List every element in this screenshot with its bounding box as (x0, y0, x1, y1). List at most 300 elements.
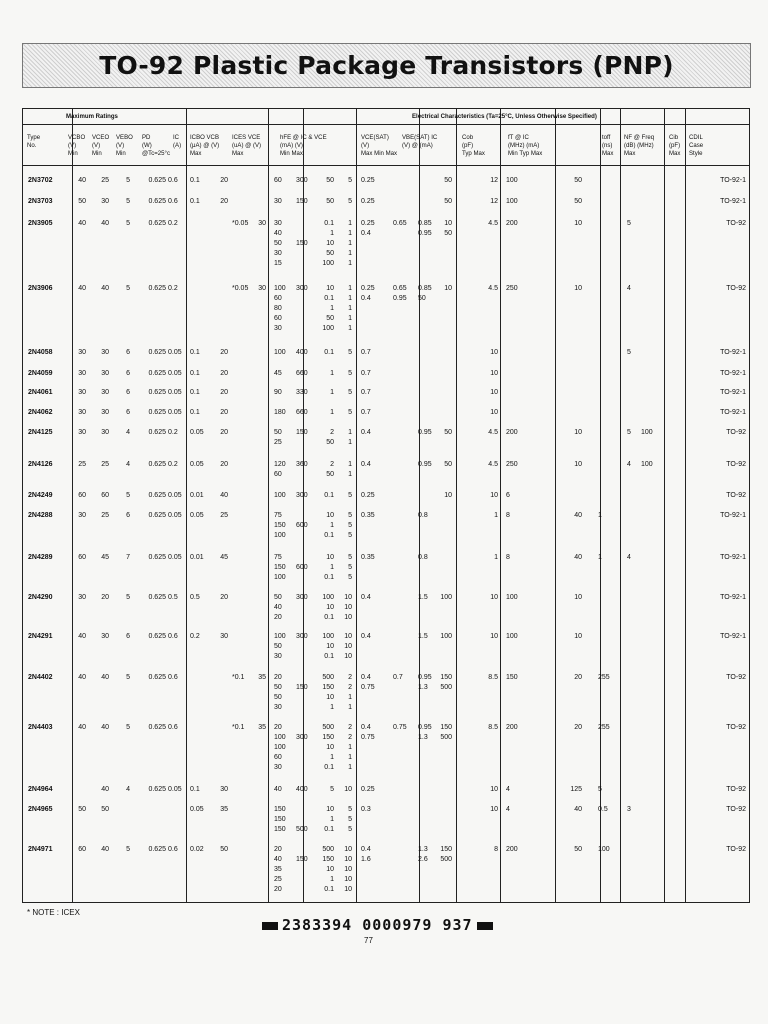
vcb: 50 (220, 846, 228, 853)
vceo: 40 (101, 220, 109, 227)
hfe-min: 20 (274, 846, 282, 853)
cob: 10 (490, 806, 498, 813)
case-style: TO-92-1 (720, 594, 746, 601)
ft-ic: 40 (574, 512, 582, 519)
ft-min: 8 (506, 554, 510, 561)
header-ices: (uA) @ (V) (232, 142, 262, 149)
header-nf: NF @ Freq (624, 134, 655, 141)
pd: 0.625 (148, 285, 166, 292)
vce-sat: 0.25 (361, 177, 375, 184)
cob: 12 (490, 198, 498, 205)
header-ft: fT @ IC (508, 134, 529, 141)
ft-min: 200 (506, 846, 518, 853)
type-number: 2N3703 (28, 198, 53, 205)
hfe-max: 600 (296, 564, 308, 571)
hfe-vce: 5 (348, 349, 352, 356)
vcb: 20 (220, 198, 228, 205)
vce-sat: 0.35 (361, 554, 375, 561)
vcb: 20 (220, 370, 228, 377)
ic: 0.6 (168, 724, 178, 731)
vceo: 45 (101, 554, 109, 561)
vebo: 6 (126, 389, 130, 396)
cob: 10 (490, 389, 498, 396)
barcode-block-right (477, 922, 493, 930)
spec-table (22, 108, 750, 903)
vce-sat: 0.4 (361, 230, 371, 237)
case-style: TO-92-1 (720, 512, 746, 519)
freq: 100 (641, 461, 653, 468)
type-number: 2N3702 (28, 177, 53, 184)
vceo: 25 (101, 177, 109, 184)
ft-ic: 10 (574, 461, 582, 468)
hfe-max: 300 (296, 285, 308, 292)
ices: *0.05 (232, 220, 249, 227)
case-style: TO-92 (726, 285, 746, 292)
header-type: No. (27, 142, 37, 149)
hfe-vce: 1 (348, 305, 352, 312)
hfe-ic: 0.1 (324, 295, 334, 302)
type-number: 2N4059 (28, 370, 53, 377)
hfe-vce: 1 (348, 439, 352, 446)
header-pd: PD (142, 134, 151, 141)
case-style: TO-92 (726, 429, 746, 436)
ic: 0.05 (168, 512, 182, 519)
vbe-sat-max: 0.8 (418, 512, 428, 519)
pd: 0.625 (148, 786, 166, 793)
hfe-min: 40 (274, 604, 282, 611)
type-number: 2N4965 (28, 806, 53, 813)
header-vcbo: VCBO (68, 134, 86, 141)
vbe-sat-max: 0.95 (418, 724, 432, 731)
column-divider (500, 108, 501, 903)
vce-sat: 0.4 (361, 724, 371, 731)
ic: 0.05 (168, 786, 182, 793)
cob: 8.5 (488, 724, 498, 731)
hfe-min: 100 (274, 349, 286, 356)
ft-ic: 125 (570, 786, 582, 793)
vceo: 25 (101, 512, 109, 519)
header-ices: Max (232, 150, 244, 157)
ft-ic: 20 (574, 674, 582, 681)
toff: 1 (598, 554, 602, 561)
pd: 0.625 (148, 429, 166, 436)
vce-sat: 0.4 (361, 295, 371, 302)
column-divider (303, 108, 304, 903)
type-number: 2N4126 (28, 461, 53, 468)
header-ft: (MHz) (mA) (508, 142, 540, 149)
case-style: TO-92-1 (720, 389, 746, 396)
hfe-min: 45 (274, 370, 282, 377)
vce-sat: 0.4 (361, 461, 371, 468)
header-icbo: ICBO VCB (190, 134, 219, 141)
hfe-min: 20 (274, 614, 282, 621)
vcb: 45 (220, 554, 228, 561)
hfe-min: 30 (274, 198, 282, 205)
vebo: 4 (126, 786, 130, 793)
pd: 0.625 (148, 389, 166, 396)
vceo: 60 (101, 492, 109, 499)
vcb: 25 (220, 512, 228, 519)
vbe-ic: 50 (444, 198, 452, 205)
vce-sat: 0.25 (361, 220, 375, 227)
case-style: TO-92 (726, 220, 746, 227)
nf: 4 (627, 461, 631, 468)
max-ratings-label: Maximum Ratings (66, 113, 118, 120)
hfe-vce: 5 (348, 574, 352, 581)
icbo: 0.1 (190, 389, 200, 396)
hfe-ic: 500 (322, 846, 334, 853)
ic: 0.6 (168, 674, 178, 681)
cob: 10 (490, 594, 498, 601)
type-number: 2N4971 (28, 846, 53, 853)
ft-min: 150 (506, 674, 518, 681)
column-divider (268, 108, 269, 903)
vcbo: 50 (78, 806, 86, 813)
hfe-ic: 0.1 (324, 826, 334, 833)
hfe-min: 120 (274, 461, 286, 468)
cob: 4.5 (488, 461, 498, 468)
ft-ic: 40 (574, 554, 582, 561)
vbe-sat-max: 1.3 (418, 684, 428, 691)
footnote: * NOTE : ICEX (27, 908, 80, 917)
column-divider (664, 108, 665, 903)
hfe-vce: 1 (348, 315, 352, 322)
hfe-min: 100 (274, 734, 286, 741)
hfe-min: 60 (274, 177, 282, 184)
header-pd: (W) (142, 142, 152, 149)
hfe-ic: 0.1 (324, 574, 334, 581)
header-ices: ICES VCE (232, 134, 261, 141)
hfe-vce: 1 (348, 694, 352, 701)
hfe-max: 300 (296, 594, 308, 601)
ft-min: 200 (506, 220, 518, 227)
case-style: TO-92 (726, 786, 746, 793)
hfe-min: 100 (274, 285, 286, 292)
hfe-vce: 1 (348, 754, 352, 761)
hfe-vce: 10 (344, 653, 352, 660)
vcbo: 40 (78, 674, 86, 681)
type-number: 2N4289 (28, 554, 53, 561)
vbe-sat-max: 0.95 (418, 674, 432, 681)
case-style: TO-92-1 (720, 633, 746, 640)
hfe-vce: 5 (348, 826, 352, 833)
barcode-text: 2383394 0000979 937 (282, 916, 473, 934)
ft-ic: 10 (574, 429, 582, 436)
header-hfe: (mA) (V) (280, 142, 303, 149)
vceo: 40 (101, 724, 109, 731)
vce-sat: 0.7 (361, 389, 371, 396)
vbe-sat-max: 0.8 (418, 554, 428, 561)
hfe-ic: 10 (326, 512, 334, 519)
header-vceo: VCEO (92, 134, 110, 141)
hfe-min: 50 (274, 694, 282, 701)
vebo: 5 (126, 220, 130, 227)
header-rule (22, 124, 750, 125)
cob: 4.5 (488, 285, 498, 292)
header-cib: (pF) (669, 142, 681, 149)
vcb: 40 (220, 492, 228, 499)
hfe-vce: 10 (344, 604, 352, 611)
vbe-sat-min: 0.65 (393, 285, 407, 292)
ft-ic: 50 (574, 198, 582, 205)
hfe-ic: 10 (326, 744, 334, 751)
hfe-min: 150 (274, 522, 286, 529)
column-divider (555, 108, 556, 903)
icbo: 0.05 (190, 461, 204, 468)
hfe-vce: 1 (348, 461, 352, 468)
hfe-min: 50 (274, 643, 282, 650)
hfe-ic: 50 (326, 315, 334, 322)
vceo: 40 (101, 285, 109, 292)
vbe-ic: 500 (440, 734, 452, 741)
header-icbo: Max (190, 150, 202, 157)
hfe-max: 300 (296, 734, 308, 741)
vbe-sat-max: 1.5 (418, 594, 428, 601)
type-number: 2N4288 (28, 512, 53, 519)
vbe-ic: 10 (444, 220, 452, 227)
cob: 4.5 (488, 220, 498, 227)
vce: 35 (258, 674, 266, 681)
vce-sat: 0.4 (361, 594, 371, 601)
header-toff: (ns) (602, 142, 613, 149)
cob: 10 (490, 349, 498, 356)
hfe-ic: 100 (322, 260, 334, 267)
header-pd: @Tc=25°c (142, 150, 170, 157)
vcbo: 30 (78, 349, 86, 356)
hfe-min: 30 (274, 764, 282, 771)
vce-sat: 1.6 (361, 856, 371, 863)
hfe-vce: 10 (344, 614, 352, 621)
hfe-min: 60 (274, 315, 282, 322)
vceo: 30 (101, 370, 109, 377)
header-cob: (pF) (462, 142, 474, 149)
ft-min: 6 (506, 492, 510, 499)
vebo: 5 (126, 492, 130, 499)
vceo: 30 (101, 429, 109, 436)
hfe-vce: 1 (348, 220, 352, 227)
hfe-max: 660 (296, 370, 308, 377)
hfe-min: 100 (274, 574, 286, 581)
vbe-sat-max: 1.5 (418, 633, 428, 640)
header-vebo: VEBO (116, 134, 133, 141)
vebo: 6 (126, 370, 130, 377)
nf: 3 (627, 806, 631, 813)
vcbo: 40 (78, 724, 86, 731)
vcb: 20 (220, 389, 228, 396)
ic: 0.05 (168, 370, 182, 377)
pd: 0.625 (148, 198, 166, 205)
hfe-ic: 100 (322, 325, 334, 332)
vce-sat: 0.4 (361, 633, 371, 640)
pd: 0.625 (148, 409, 166, 416)
nf: 4 (627, 554, 631, 561)
hfe-ic: 1 (330, 522, 334, 529)
hfe-vce: 5 (348, 532, 352, 539)
hfe-ic: 50 (326, 471, 334, 478)
electrical-label: Electrical Characteristics (Ta=25°C, Unless Otherwise Specified) (412, 113, 597, 120)
header-case: CDIL (689, 134, 703, 141)
header-type: Type (27, 134, 41, 141)
hfe-ic: 10 (326, 604, 334, 611)
pd: 0.625 (148, 220, 166, 227)
vebo: 6 (126, 512, 130, 519)
pd: 0.625 (148, 512, 166, 519)
hfe-min: 100 (274, 744, 286, 751)
type-number: 2N4061 (28, 389, 53, 396)
hfe-ic: 5 (330, 786, 334, 793)
vce-sat: 0.4 (361, 846, 371, 853)
case-style: TO-92 (726, 492, 746, 499)
hfe-max: 150 (296, 856, 308, 863)
vbe-ic: 50 (444, 177, 452, 184)
ft-min: 100 (506, 633, 518, 640)
hfe-vce: 2 (348, 684, 352, 691)
header-cib: Max (669, 150, 681, 157)
header-case: Style (689, 150, 703, 157)
hfe-min: 80 (274, 305, 282, 312)
ic: 0.05 (168, 389, 182, 396)
header-vcbo: Min (68, 150, 78, 157)
ft-min: 100 (506, 198, 518, 205)
vbe-ic: 100 (440, 633, 452, 640)
ft-ic: 20 (574, 724, 582, 731)
vebo: 6 (126, 409, 130, 416)
type-number: 2N4402 (28, 674, 53, 681)
hfe-max: 660 (296, 409, 308, 416)
vbe-sat-max: 0.95 (418, 230, 432, 237)
hfe-min: 75 (274, 512, 282, 519)
hfe-min: 100 (274, 532, 286, 539)
hfe-ic: 50 (326, 177, 334, 184)
cob: 10 (490, 370, 498, 377)
hfe-ic: 1 (330, 754, 334, 761)
case-style: TO-92-1 (720, 370, 746, 377)
vce: 30 (258, 285, 266, 292)
toff: 0.5 (598, 806, 608, 813)
hfe-max: 150 (296, 240, 308, 247)
vebo: 5 (126, 198, 130, 205)
vcb: 30 (220, 786, 228, 793)
header-ic: (A) (173, 142, 182, 149)
hfe-min: 75 (274, 554, 282, 561)
vcb: 20 (220, 177, 228, 184)
ft-ic: 50 (574, 177, 582, 184)
vbe-sat-min: 0.75 (393, 724, 407, 731)
vce-sat: 0.25 (361, 198, 375, 205)
header-cob: Cob (462, 134, 474, 141)
hfe-vce: 1 (348, 260, 352, 267)
hfe-vce: 1 (348, 285, 352, 292)
hfe-vce: 1 (348, 250, 352, 257)
vceo: 30 (101, 633, 109, 640)
vcbo: 30 (78, 409, 86, 416)
hfe-min: 60 (274, 754, 282, 761)
header-ft: Min Typ Max (508, 150, 543, 157)
ic: 0.6 (168, 633, 178, 640)
header-vbesat: VBE(SAT) IC (402, 134, 438, 141)
hfe-ic: 1 (330, 305, 334, 312)
hfe-vce: 1 (348, 704, 352, 711)
ft-ic: 10 (574, 594, 582, 601)
header-bottom-rule (22, 165, 750, 166)
vceo: 25 (101, 461, 109, 468)
vebo: 5 (126, 177, 130, 184)
hfe-max: 500 (296, 826, 308, 833)
hfe-min: 25 (274, 876, 282, 883)
hfe-min: 40 (274, 786, 282, 793)
hfe-vce: 5 (348, 564, 352, 571)
case-style: TO-92 (726, 846, 746, 853)
hfe-min: 15 (274, 260, 282, 267)
hfe-min: 35 (274, 866, 282, 873)
pd: 0.625 (148, 177, 166, 184)
ic: 0.2 (168, 285, 178, 292)
header-vcesat: VCE(SAT) (361, 134, 389, 141)
hfe-vce: 5 (348, 554, 352, 561)
type-number: 2N4125 (28, 429, 53, 436)
ft-min: 100 (506, 594, 518, 601)
header-vcbo: (V) (68, 142, 77, 149)
pd: 0.625 (148, 633, 166, 640)
type-number: 2N4062 (28, 409, 53, 416)
pd: 0.625 (148, 370, 166, 377)
header-toff: Max (602, 150, 614, 157)
hfe-min: 25 (274, 439, 282, 446)
hfe-ic: 2 (330, 461, 334, 468)
vbe-ic: 500 (440, 856, 452, 863)
hfe-min: 150 (274, 816, 286, 823)
vce-sat: 0.3 (361, 806, 371, 813)
ices: *0.1 (232, 724, 245, 731)
vcbo: 30 (78, 370, 86, 377)
hfe-min: 60 (274, 295, 282, 302)
hfe-min: 20 (274, 674, 282, 681)
page-number: 77 (364, 936, 373, 945)
vbe-ic: 50 (444, 230, 452, 237)
vcb: 20 (220, 429, 228, 436)
header-nf: Max (624, 150, 636, 157)
ft-min: 100 (506, 177, 518, 184)
hfe-ic: 0.1 (324, 532, 334, 539)
ft-ic: 10 (574, 633, 582, 640)
vce-sat: 0.75 (361, 734, 375, 741)
header-vebo: Min (116, 150, 126, 157)
hfe-vce: 1 (348, 295, 352, 302)
icbo: 0.01 (190, 554, 204, 561)
vce-sat: 0.25 (361, 285, 375, 292)
hfe-ic: 10 (326, 866, 334, 873)
pd: 0.625 (148, 674, 166, 681)
nf: 4 (627, 285, 631, 292)
ic: 0.2 (168, 429, 178, 436)
vceo: 40 (101, 786, 109, 793)
header-vceo: Min (92, 150, 102, 157)
hfe-min: 100 (274, 633, 286, 640)
hfe-ic: 0.1 (324, 492, 334, 499)
hfe-vce: 5 (348, 816, 352, 823)
vebo: 5 (126, 724, 130, 731)
column-divider (456, 108, 457, 903)
nf: 5 (627, 349, 631, 356)
hfe-vce: 1 (348, 230, 352, 237)
ic: 0.6 (168, 198, 178, 205)
hfe-ic: 10 (326, 694, 334, 701)
hfe-ic: 1 (330, 564, 334, 571)
vceo: 20 (101, 594, 109, 601)
cob: 10 (490, 786, 498, 793)
ft-ic: 10 (574, 220, 582, 227)
header-icbo: (μA) @ (V) (190, 142, 220, 149)
